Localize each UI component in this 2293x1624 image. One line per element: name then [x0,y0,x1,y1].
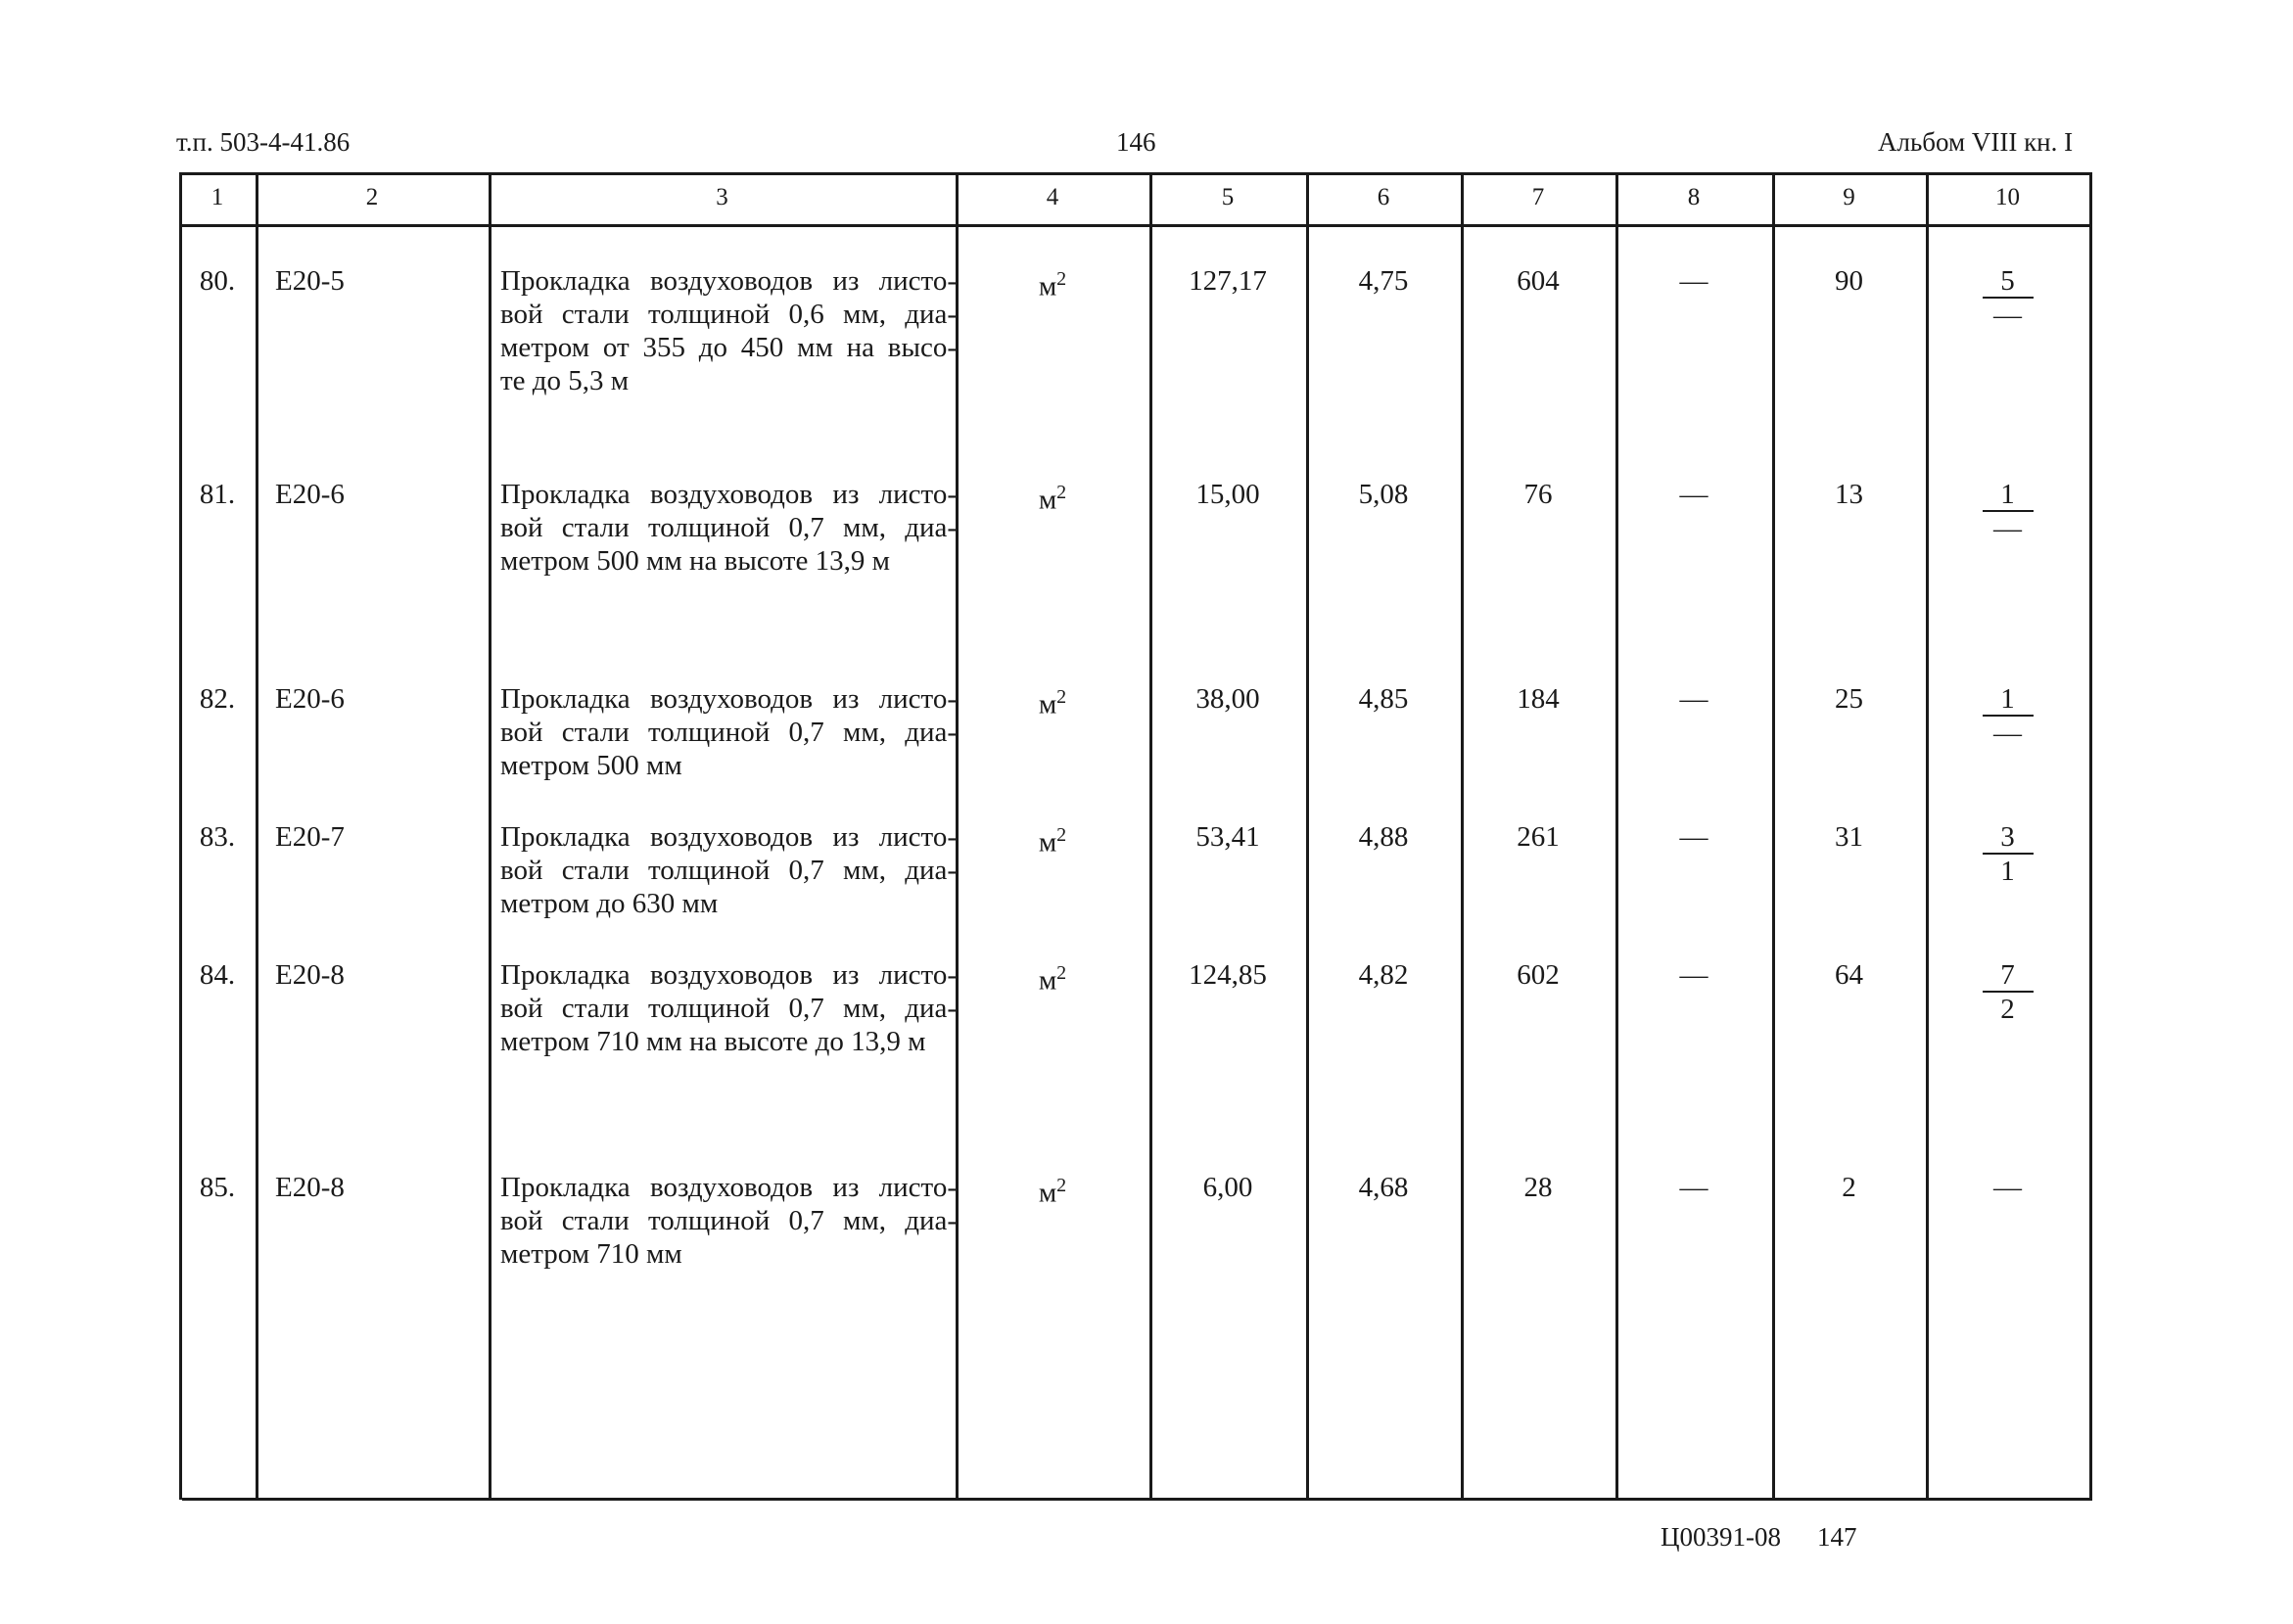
album-label: Альбом VIII кн. I [1878,127,2074,157]
work-description [500,264,957,397]
column-8-value: — [1679,265,1708,297]
unit-cost: 4,75 [1358,265,1409,297]
description-line: вой стали толщиной 0,7 мм, диа- [500,993,957,1024]
column-10-fraction [1969,264,2047,332]
column-divider-10 [2089,172,2092,1500]
archive-page: 147 [1817,1522,1857,1552]
rate-code: Е20-8 [275,1172,345,1203]
description-line: Прокладка воздуховодов из листо- [500,1172,957,1203]
column-number-6: 6 [1377,184,1390,210]
unit-base: м [1038,1177,1057,1209]
column-8-value: — [1679,959,1708,991]
description-line: Прокладка воздуховодов из листо- [500,479,957,510]
work-description [500,820,957,920]
column-number-10: 10 [1995,184,2020,210]
description-line: метром от 355 до 450 мм на высо- [500,332,957,363]
fraction-denominator: — [1993,513,2022,544]
rate-code: Е20-6 [275,683,345,715]
doc-designation: т.п. 503-4-41.86 [176,127,351,157]
column-10-fraction [1969,958,2047,1026]
unit-exponent: 2 [1056,1175,1067,1196]
rate-code: Е20-7 [275,821,345,853]
description-line: вой стали толщиной 0,7 мм, диа- [500,855,957,886]
fraction-numerator: 5 [1983,264,2034,299]
column-number-3: 3 [716,184,728,210]
column-9-value: 13 [1835,479,1863,510]
total-cost: 28 [1523,1172,1553,1203]
column-10-fraction [1969,820,2047,888]
column-8-value: — [1679,821,1708,853]
unit-exponent: 2 [1056,268,1067,290]
column-9-value: 90 [1835,265,1863,297]
row-number: 84. [199,959,236,991]
description-line: метром до 630 мм [500,888,719,919]
column-number-1: 1 [211,184,224,210]
quantity: 53,41 [1195,821,1260,853]
column-10-value: — [1993,1172,2022,1203]
column-8-value: — [1679,1172,1708,1203]
quantity: 127,17 [1189,265,1267,297]
description-line: Прокладка воздуховодов из листо- [500,683,957,715]
unit-base: м [1038,964,1057,997]
quantity: 15,00 [1195,479,1260,510]
fraction-numerator: 7 [1983,958,2034,993]
work-description [500,958,957,1058]
archive-code: Ц00391-08 [1661,1522,1781,1552]
unit-cost: 4,82 [1358,959,1409,991]
quantity: 38,00 [1195,683,1260,715]
column-divider-2 [489,172,491,1500]
description-line: Прокладка воздуховодов из листо- [500,821,957,853]
column-8-value: — [1679,479,1708,510]
work-description [500,478,957,578]
description-line: Прокладка воздуховодов из листо- [500,265,957,297]
column-number-2: 2 [365,184,379,210]
column-10-fraction [1969,682,2047,750]
total-cost: 604 [1517,265,1560,297]
fraction-denominator: 2 [2000,994,2015,1025]
row-number: 83. [199,821,236,853]
column-9-value: 64 [1835,959,1863,991]
total-cost: 184 [1517,683,1560,715]
column-number-7: 7 [1531,184,1545,210]
description-line: метром 500 мм [500,750,682,781]
column-8-value: — [1679,683,1708,715]
column-9-value: 25 [1835,683,1863,715]
total-cost: 76 [1523,479,1553,510]
description-line: метром 710 мм [500,1238,682,1270]
unit-cost: 4,68 [1358,1172,1409,1203]
row-number: 85. [199,1172,236,1203]
description-line: Прокладка воздуховодов из листо- [500,959,957,991]
column-number-5: 5 [1221,184,1235,210]
unit-exponent: 2 [1056,962,1067,984]
row-number: 80. [199,265,236,297]
description-line: вой стали толщиной 0,6 мм, диа- [500,299,957,330]
rate-code: Е20-8 [275,959,345,991]
description-line: метром 500 мм на высоте 13,9 м [500,545,890,577]
unit [956,680,1149,721]
quantity: 6,00 [1202,1172,1253,1203]
work-description [500,682,957,782]
unit-cost: 4,85 [1358,683,1409,715]
column-9-value: 2 [1842,1172,1856,1203]
column-divider-9 [1926,172,1929,1500]
column-number-4: 4 [1046,184,1059,210]
fraction-denominator: — [1993,300,2022,331]
description-line: вой стали толщиной 0,7 мм, диа- [500,1205,957,1236]
unit [956,956,1149,998]
fraction-numerator: 3 [1983,820,2034,855]
unit-cost: 5,08 [1358,479,1409,510]
description-line: вой стали толщиной 0,7 мм, диа- [500,512,957,543]
unit [956,1169,1149,1210]
unit-base: м [1038,688,1057,720]
unit-base: м [1038,270,1057,302]
row-number: 81. [199,479,236,510]
fraction-numerator: 1 [1983,682,2034,717]
column-9-value: 31 [1835,821,1863,853]
unit [956,262,1149,303]
unit-exponent: 2 [1056,482,1067,503]
rate-code: Е20-6 [275,479,345,510]
quantity: 124,85 [1189,959,1267,991]
page-number: 146 [1116,127,1156,157]
unit [956,476,1149,517]
column-number-8: 8 [1687,184,1701,210]
unit-base: м [1038,484,1057,516]
unit-exponent: 2 [1056,686,1067,708]
fraction-denominator: 1 [2000,856,2015,887]
table-top-border [179,172,2089,175]
header-row-border [179,224,2089,227]
description-line: вой стали толщиной 0,7 мм, диа- [500,717,957,748]
unit-cost: 4,88 [1358,821,1409,853]
total-cost: 261 [1517,821,1560,853]
rate-code: Е20-5 [275,265,345,297]
unit-exponent: 2 [1056,824,1067,846]
column-10-fraction [1969,478,2047,545]
column-number-9: 9 [1843,184,1855,210]
fraction-denominator: — [1993,718,2022,749]
unit-base: м [1038,826,1057,858]
column-divider-1 [256,172,258,1500]
description-line: те до 5,3 м [500,365,630,396]
row-number: 82. [199,683,236,715]
table-bottom-border [182,1498,2092,1501]
unit [956,818,1149,859]
total-cost: 602 [1517,959,1560,991]
work-description [500,1171,957,1271]
description-line: метром 710 мм на высоте до 13,9 м [500,1026,926,1057]
fraction-numerator: 1 [1983,478,2034,512]
